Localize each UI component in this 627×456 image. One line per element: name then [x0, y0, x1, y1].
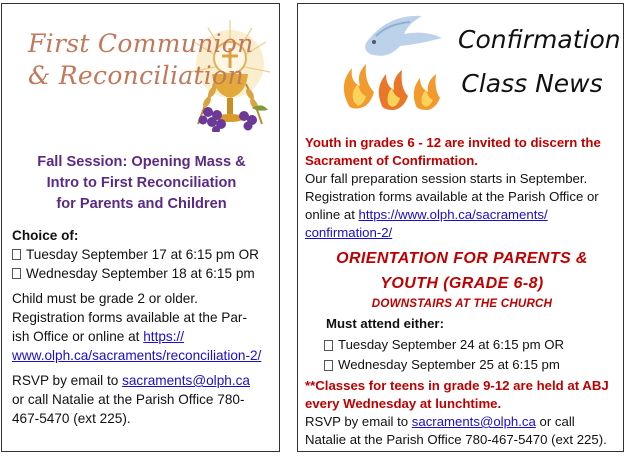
location-subheading: DOWNSTAIRS AT THE CHURCH — [371, 297, 553, 310]
reconciliation-link[interactable]: https:// — [143, 329, 185, 344]
rsvp-text: RSVP by email to sacraments@olph.ca or call Natalie at the Parish Office 780- 467-5470 (ext 225). — [12, 373, 250, 426]
checkbox-icon — [324, 360, 333, 371]
email-link[interactable]: sacraments@olph.ca — [411, 414, 536, 429]
first-communion-details — [12, 226, 277, 428]
confirmation-link[interactable]: confirmation-2/ — [305, 225, 393, 240]
fall-session-heading: Fall Session: Opening Mass & Intro to First Reconciliation for Parents and Children — [37, 154, 246, 212]
orientation-heading: ORIENTATION FOR PARENTS & YOUTH (GRADE 6-8) — [336, 250, 588, 292]
session-option: Tuesday September 24 at 6:15 pm OR — [324, 335, 564, 355]
confirmation-panel — [297, 3, 624, 452]
session-option: Wednesday September 25 at 6:15 pm — [324, 355, 564, 375]
rsvp-text: RSVP by email to sacraments@olph.ca or call Natalie at the Parish Office 780-467-5470 (ext 225). — [305, 414, 607, 447]
session-option: Wednesday September 18 at 6:15 pm — [12, 264, 277, 283]
flame-icon — [344, 64, 440, 110]
dove-icon — [330, 8, 450, 120]
orientation-options — [324, 335, 564, 375]
first-communion-title: First Communion & Reconciliation — [28, 29, 254, 90]
reconciliation-link[interactable]: www.olph.ca/sacraments/reconciliation-2/ — [12, 348, 262, 363]
teens-note: **Classes for teens in grade 9-12 are held at ABJ every Wednesday at lunchtime. — [305, 378, 609, 411]
confirmation-link[interactable]: https://www.olph.ca/sacraments/ — [358, 207, 548, 222]
confirmation-intro: Youth in grades 6 - 12 are invited to discern the Sacrament of Confirmation. Our fall preparation session starts in September. Registration forms available at the Parish Office or online at https://www.olph.ca/sacraments/ confirmation-2/ — [305, 135, 601, 240]
choice-label: Choice of: — [12, 228, 79, 243]
confirmation-title: Confirmation Class News — [458, 25, 621, 98]
first-communion-panel — [1, 3, 280, 452]
session-option: Tuesday September 17 at 6:15 pm OR — [12, 245, 277, 264]
checkbox-icon — [12, 268, 21, 279]
email-link[interactable]: sacraments@olph.ca — [122, 373, 250, 388]
checkbox-icon — [12, 249, 21, 260]
requirements-text: Child must be grade 2 or older. Registration forms available at the Par- ish Office or online at https:// www.olph.ca/sacraments/reconciliation-2/ — [12, 291, 262, 363]
must-attend-label: Must attend either: — [326, 316, 444, 331]
checkbox-icon — [324, 340, 333, 351]
